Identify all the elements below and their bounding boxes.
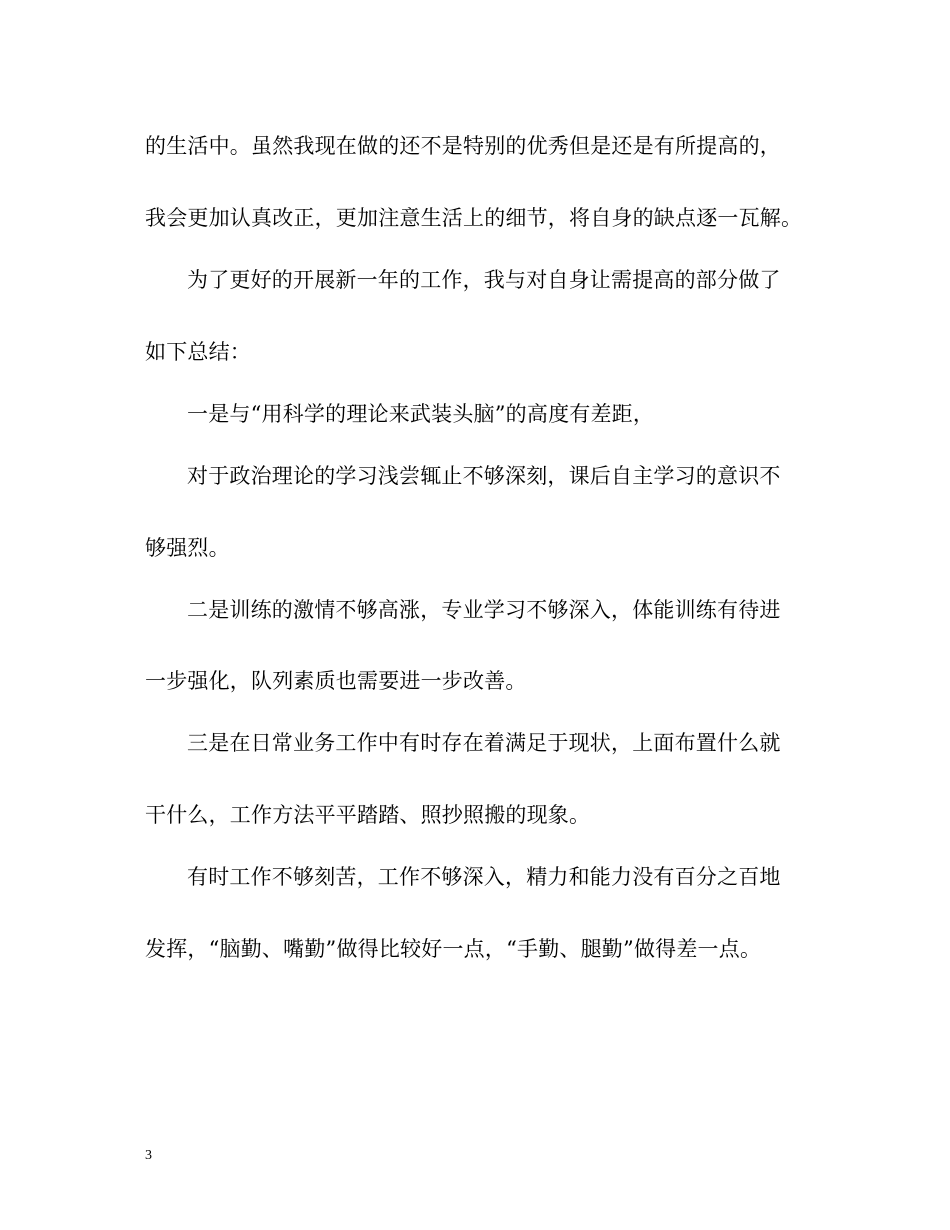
text-line-5: 一是与“用科学的理论来武装头脑”的高度有差距， [187,402,655,426]
text-line-4: 如下总结： [145,340,251,364]
text-line-7: 够强烈。 [145,536,230,560]
page-number: 3 [145,1148,152,1163]
text-line-8: 二是训练的激情不够高涨，专业学习不够深入，体能训练有待进 [187,598,781,622]
text-line-2: 我会更加认真改正，更加注意生活上的细节，将自身的缺点逐一瓦解。 [145,206,803,230]
text-line-9: 一步强化，队列素质也需要进一步改善。 [145,669,527,693]
text-line-11: 干什么，工作方法平平踏踏、照抄照搬的现象。 [145,803,591,827]
text-line-6: 对于政治理论的学习浅尝辄止不够深刻，课后自主学习的意识不 [187,464,781,488]
text-line-12: 有时工作不够刻苦，工作不够深入，精力和能力没有百分之百地 [187,865,781,889]
text-line-10: 三是在日常业务工作中有时存在着满足于现状，上面布置什么就 [187,731,781,755]
text-line-13: 发挥，“脑勤、嘴勤”做得比较好一点，“手勤、腿勤”做得差一点。 [145,937,762,961]
text-line-1: 的生活中。虽然我现在做的还不是特别的优秀但是还是有所提高的， [145,134,781,158]
text-line-3: 为了更好的开展新一年的工作，我与对自身让需提高的部分做了 [187,268,781,292]
